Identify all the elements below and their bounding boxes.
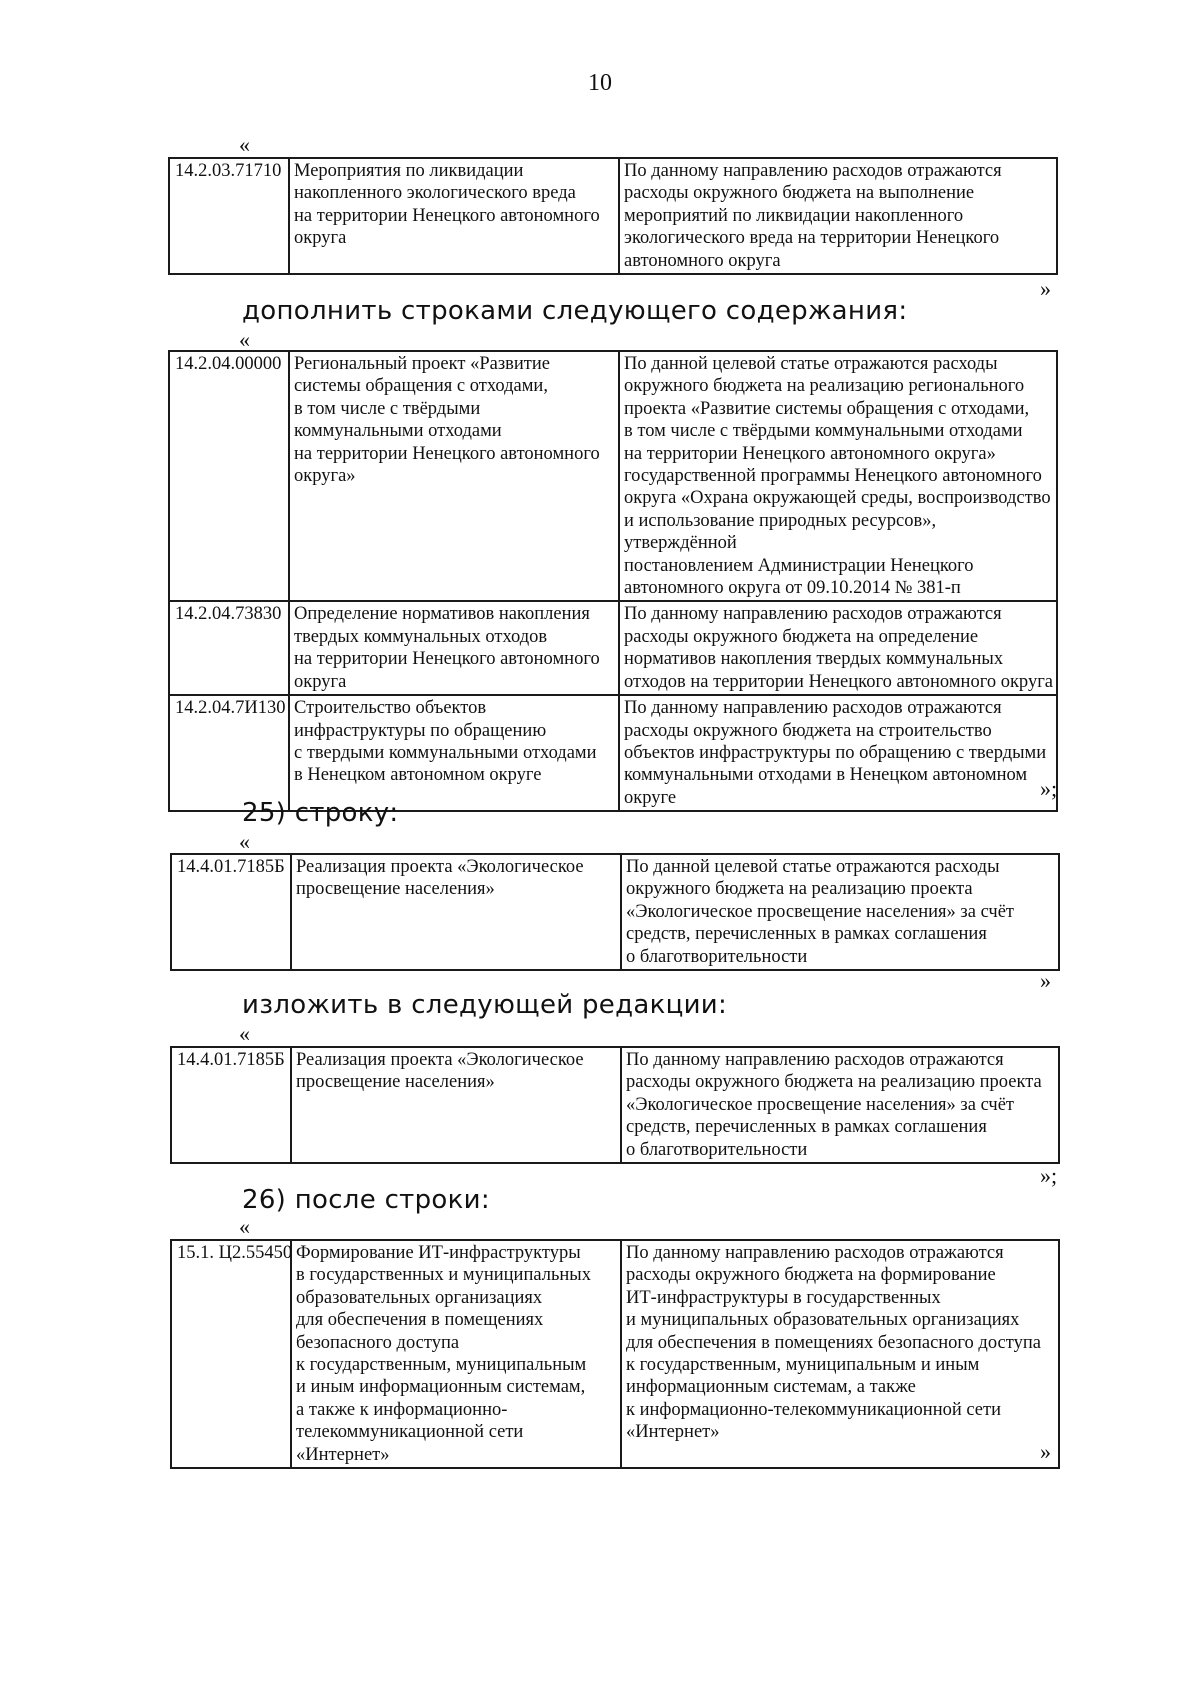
code-cell: 14.2.04.00000 bbox=[169, 351, 289, 601]
name-cell: Строительство объектов инфраструктуры по обращению с твердыми коммунальными отходами в Ненецком автономном округе bbox=[289, 695, 619, 811]
code-cell: 15.1. Ц2.55450 bbox=[171, 1240, 291, 1468]
close-quote: » bbox=[1040, 1439, 1051, 1464]
name-cell: Реализация проекта «Экологическое просвещение населения» bbox=[291, 854, 621, 970]
description-cell: По данной целевой статье отражаются расходы окружного бюджета на реализацию регионального проекта «Развитие системы обращения с отходами, в том числе с твёрдыми коммунальными отходами на территории Ненецкого автономного округа» государственной программы Ненецкого автономного округа «Охрана окружающей среды, воспроизводство и использование природных ресурсов», утверждённой постановлением Администрации Ненецкого автономного округа от 09.10.2014 № 381-п bbox=[619, 351, 1057, 601]
table-row bbox=[169, 601, 1057, 695]
description-cell: По данному направлению расходов отражаются расходы окружного бюджета на реализацию проекта «Экологическое просвещение населения» за счёт средств, перечисленных в рамках соглашения о благотворительности bbox=[621, 1047, 1059, 1163]
code-cell: 14.4.01.7185Б bbox=[171, 1047, 291, 1163]
description-cell: По данному направлению расходов отражаются расходы окружного бюджета на определение нормативов накопления твердых коммунальных отходов на территории Ненецкого автономного округа bbox=[619, 601, 1057, 695]
code-cell: 14.2.04.7И130 bbox=[169, 695, 289, 811]
code-cell: 14.2.04.73830 bbox=[169, 601, 289, 695]
open-quote: « bbox=[239, 1214, 250, 1239]
open-quote: « bbox=[239, 327, 250, 352]
close-quote: » bbox=[1040, 968, 1051, 993]
budget-table-after-row bbox=[170, 1239, 1060, 1469]
table-row bbox=[169, 351, 1057, 601]
instruction-new-edition: изложить в следующей редакции: bbox=[242, 990, 728, 1020]
open-quote: « bbox=[239, 132, 250, 157]
close-quote-semicolon: »; bbox=[1040, 776, 1058, 801]
open-quote: « bbox=[239, 829, 250, 854]
budget-table-existing bbox=[168, 157, 1058, 275]
table-row bbox=[171, 854, 1059, 970]
description-cell: По данной целевой статье отражаются расходы окружного бюджета на реализацию проекта «Экологическое просвещение населения» за счёт средств, перечисленных в рамках соглашения о благотворительности bbox=[621, 854, 1059, 970]
name-cell: Мероприятия по ликвидации накопленного экологического вреда на территории Ненецкого автономного округа bbox=[289, 158, 619, 274]
table-row bbox=[171, 1240, 1059, 1468]
code-cell: 14.2.03.71710 bbox=[169, 158, 289, 274]
table-row bbox=[169, 695, 1057, 811]
budget-table-old-row bbox=[170, 853, 1060, 971]
instruction-row-26: 26) после строки: bbox=[242, 1185, 490, 1215]
close-quote-semicolon: »; bbox=[1040, 1163, 1058, 1188]
description-cell: По данному направлению расходов отражаются расходы окружного бюджета на выполнение мероприятий по ликвидации накопленного экологического вреда на территории Ненецкого автономного округа bbox=[619, 158, 1057, 274]
name-cell: Определение нормативов накопления твердых коммунальных отходов на территории Ненецкого автономного округа bbox=[289, 601, 619, 695]
budget-table-new-row bbox=[170, 1046, 1060, 1164]
instruction-row-25: 25) строку: bbox=[242, 798, 399, 828]
instruction-add-rows: дополнить строками следующего содержания: bbox=[242, 296, 908, 326]
name-cell: Региональный проект «Развитие системы обращения с отходами, в том числе с твёрдыми коммунальными отходами на территории Ненецкого автономного округа» bbox=[289, 351, 619, 601]
table-row bbox=[171, 1047, 1059, 1163]
close-quote: » bbox=[1040, 276, 1051, 301]
page-number: 10 bbox=[588, 70, 612, 96]
name-cell: Реализация проекта «Экологическое просвещение населения» bbox=[291, 1047, 621, 1163]
budget-table-added bbox=[168, 350, 1058, 812]
name-cell: Формирование ИТ-инфраструктуры в государственных и муниципальных образовательных организациях для обеспечения в помещениях безопасного доступа к государственным, муниципальным и иным информационным системам, а также к информационно- телекоммуникационной сети «Интернет» bbox=[291, 1240, 621, 1468]
description-cell: По данному направлению расходов отражаются расходы окружного бюджета на формирование ИТ-инфраструктуры в государственных и муниципальных образовательных организациях для обеспечения в помещениях безопасного доступа к государственным, муниципальным и иным информационным системам, а также к информационно-телекоммуникационной сети «Интернет» bbox=[621, 1240, 1059, 1468]
table-row bbox=[169, 158, 1057, 274]
description-cell: По данному направлению расходов отражаются расходы окружного бюджета на строительство объектов инфраструктуры по обращению с твердыми коммунальными отходами в Ненецком автономном округе bbox=[619, 695, 1057, 811]
open-quote: « bbox=[239, 1021, 250, 1046]
code-cell: 14.4.01.7185Б bbox=[171, 854, 291, 970]
